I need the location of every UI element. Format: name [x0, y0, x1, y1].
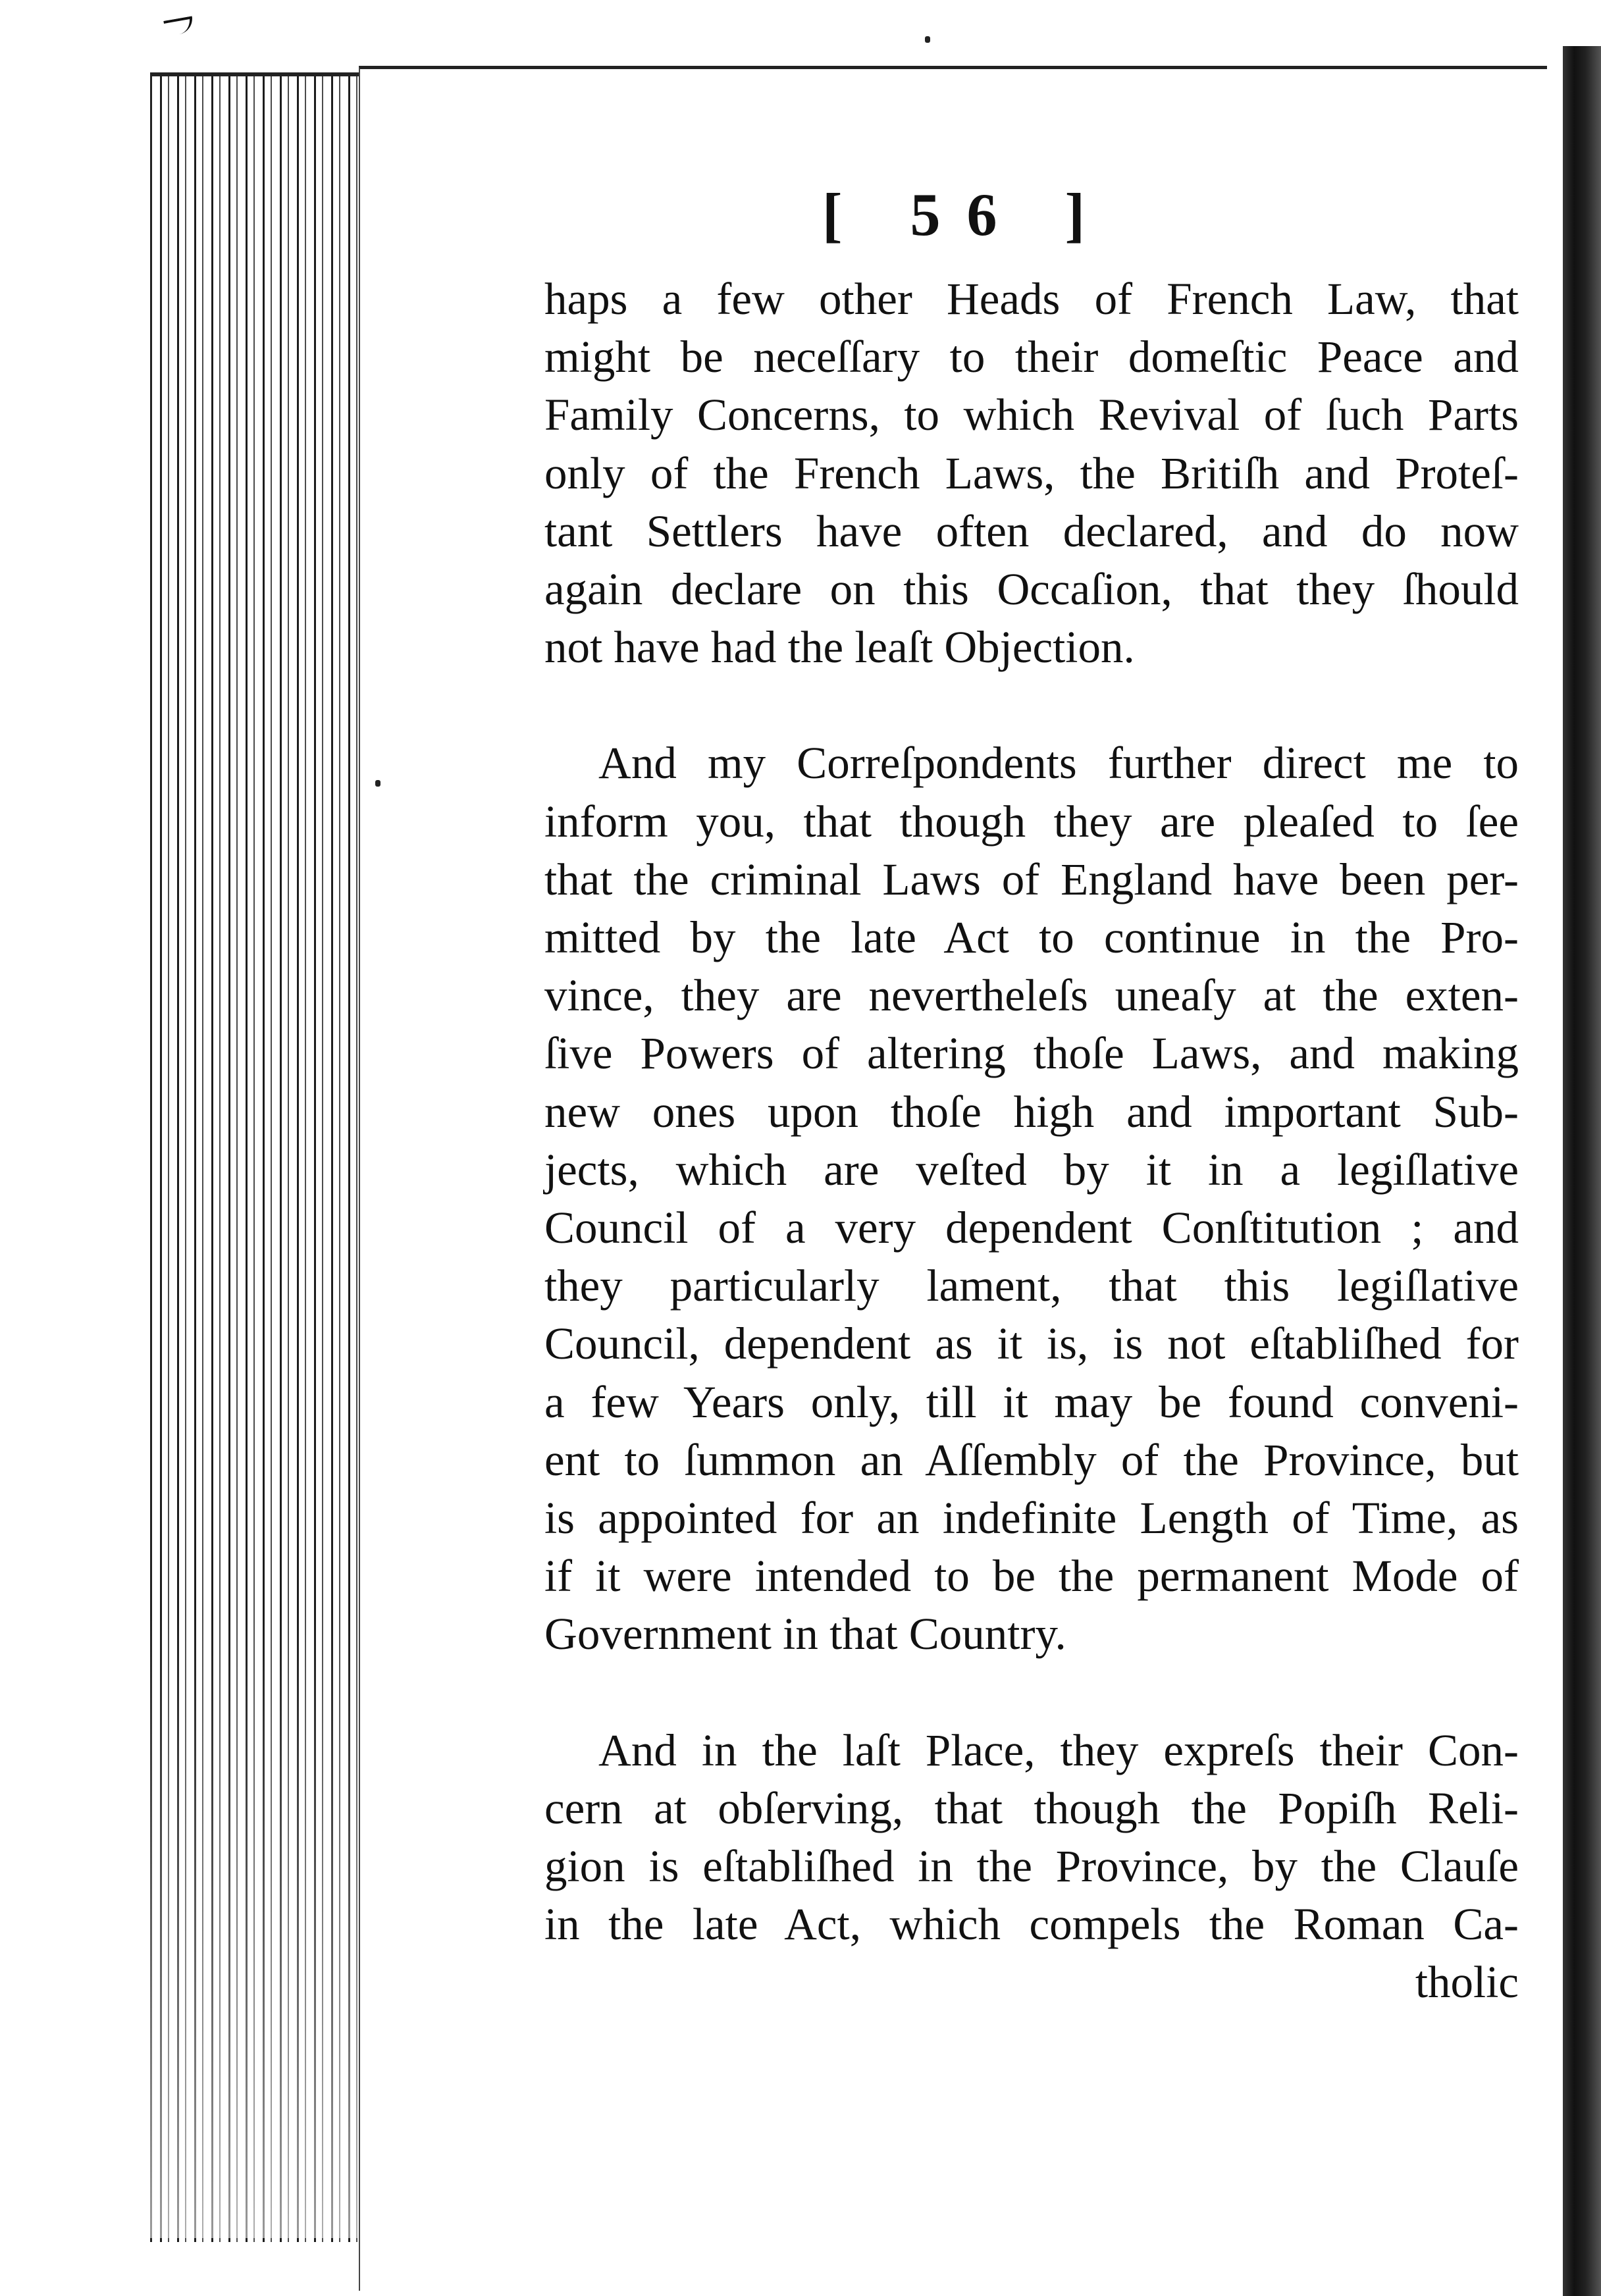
catchword: tholic [1415, 1957, 1519, 2008]
text-line: in the late Act, which compels the Roman Ca- [544, 1899, 1519, 1950]
text-line: if it were intended to be the permanent Mode of [544, 1551, 1519, 1602]
text-line: they particularly lament, that this legiſlative [544, 1261, 1519, 1311]
text-line: haps a few other Heads of French Law, that [544, 274, 1519, 324]
stray-ink-dot [925, 36, 930, 43]
stray-ink-dot [375, 780, 381, 787]
text-line: cern at obſerving, that though the Popiſh Reli- [544, 1783, 1519, 1833]
text-line: inform you, that though they are pleaſed to ſee [544, 796, 1519, 847]
text-line: that the criminal Laws of England have been per- [544, 854, 1519, 904]
text-line: And in the laſt Place, they expreſs their Con- [598, 1725, 1519, 1775]
text-line: Government in that Country. [544, 1609, 1066, 1659]
page-number: [ 56 ] [822, 181, 1112, 248]
text-line: And my Correſpondents further direct me to [598, 738, 1519, 789]
text-line: only of the French Laws, the Britiſh and Proteſ- [544, 448, 1519, 498]
text-line: Council of a very dependent Conſtitution ; and [544, 1203, 1519, 1253]
text-line: again declare on this Occaſion, that they ſhould [544, 564, 1519, 615]
text-line: ent to ſummon an Aſſembly of the Province, but [544, 1434, 1519, 1485]
text-line: new ones upon thoſe high and important Sub- [544, 1086, 1519, 1137]
text-line: is appointed for an indefinite Length of Time, as [544, 1493, 1519, 1544]
text-line: Family Concerns, to which Revival of ſuch Parts [544, 390, 1519, 440]
book-page [359, 66, 1547, 2291]
paragraph-gap [544, 676, 1519, 734]
paragraph-gap [544, 1663, 1519, 1721]
text-line: Council, dependent as it is, is not eſtabliſhed for [544, 1318, 1519, 1369]
text-line: mitted by the late Act to continue in the Pro- [544, 912, 1519, 963]
text-line: ſive Powers of altering thoſe Laws, and making [544, 1028, 1519, 1079]
corner-ink-mark [163, 16, 194, 36]
text-line: tant Settlers have often declared, and do now [544, 506, 1519, 556]
text-line: gion is eſtabliſhed in the Province, by the Clauſe [544, 1841, 1519, 1892]
body-text [544, 270, 1519, 2012]
text-line: vince, they are nevertheleſs uneaſy at the exten- [544, 970, 1519, 1021]
text-line: a few Years only, till it may be found conveni- [544, 1376, 1519, 1427]
book-binding-edge [1563, 46, 1601, 2296]
text-line: might be neceſſary to their domeſtic Peace and [544, 332, 1519, 382]
page-stack-fade [150, 1613, 367, 2238]
text-line: not have had the leaſt Objection. [544, 622, 1135, 673]
text-line: jects, which are veſted by it in a legiſlative [544, 1144, 1519, 1195]
